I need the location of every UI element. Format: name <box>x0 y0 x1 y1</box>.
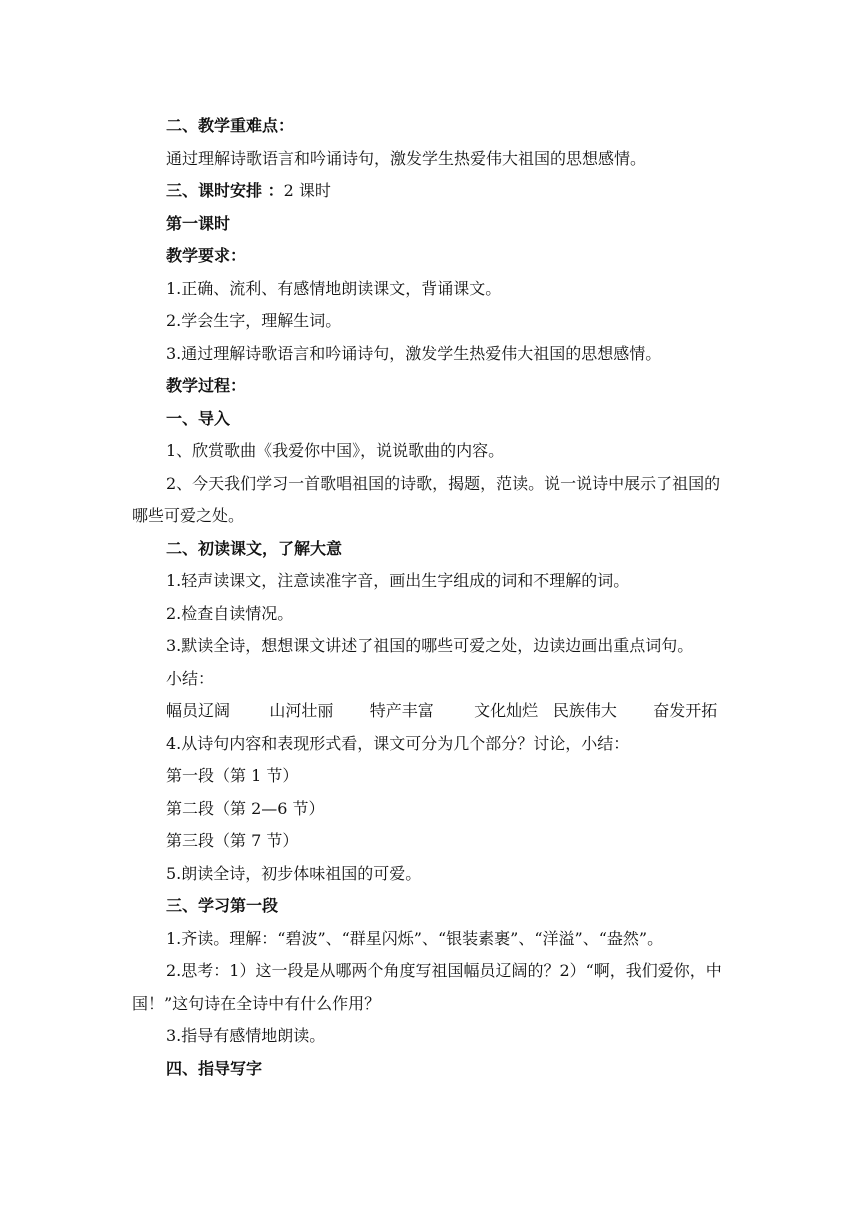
intro-item: 1、欣赏歌曲《我爱你中国》，说说歌曲的内容。 <box>166 441 505 460</box>
intro-item: 2、今天我们学习一首歌唱祖国的诗歌，揭题，范读。说一说诗中展示了祖国的哪些可爱之处。 <box>132 473 721 525</box>
paragraph-difficulty: 通过理解诗歌语言和吟诵诗句，激发学生热爱伟大祖国的思想感情。 <box>166 148 647 168</box>
summary-keyword: 民族伟大 <box>552 701 617 720</box>
summary-keyword: 山河壮丽 <box>269 701 334 720</box>
summary-keyword: 文化灿烂 <box>474 701 539 720</box>
heading-writing: 四、指导写字 <box>166 1058 263 1078</box>
section-1-item: 2.思考：1）这一段是从哪两个角度写祖国幅员辽阔的？2）“啊，我们爱你，中国！”这句诗在全诗中有什么作用？ <box>132 961 722 1013</box>
schedule-line <box>132 175 732 208</box>
summary-label: 小结： <box>166 668 215 688</box>
summary-keyword: 幅员辽阔 <box>166 701 231 720</box>
heading-process: 教学过程： <box>166 376 247 395</box>
requirement-item: 1.正确、流利、有感情地朗读课文，背诵课文。 <box>166 278 502 298</box>
requirement-item: 2.学会生字，理解生词。 <box>166 311 342 330</box>
heading-intro: 一、导入 <box>166 408 231 428</box>
first-reading-item: 4.从诗句内容和表现形式看，课文可分为几个部分？讨论，小结： <box>166 733 630 753</box>
summary-keyword: 奋发开拓 <box>653 701 718 720</box>
document-body <box>132 110 732 1085</box>
first-reading-item: 3.默读全诗，想想课文讲述了祖国的哪些可爱之处，边读边画出重点词句。 <box>166 636 694 655</box>
summary-keyword: 特产丰富 <box>369 701 434 720</box>
summary-keywords <box>132 695 732 728</box>
schedule-value: 2 课时 <box>283 181 331 200</box>
requirement-item: 3.通过理解诗歌语言和吟诵诗句，激发学生热爱伟大祖国的思想感情。 <box>166 343 662 363</box>
first-reading-item: 2.检查自读情况。 <box>166 603 294 623</box>
segment-item: 第三段（第 7 节） <box>166 831 299 850</box>
segment-item: 第一段（第 1 节） <box>166 766 299 785</box>
first-reading-item: 1.轻声读课文，注意读准字音，画出生字组成的词和不理解的词。 <box>166 571 630 590</box>
heading-difficulty: 二、教学重难点： <box>166 116 295 135</box>
heading-lesson-1: 第一课时 <box>166 213 231 233</box>
first-reading-item: 5.朗读全诗，初步体味祖国的可爱。 <box>166 863 422 883</box>
heading-requirements: 教学要求： <box>166 246 247 265</box>
section-1-item: 1.齐读。理解：“碧波”、“群星闪烁”、“银装素裹”、“洋溢”、“盎然”。 <box>166 928 664 948</box>
section-1-item: 3.指导有感情地朗读。 <box>166 1026 326 1045</box>
segment-item: 第二段（第 2—6 节） <box>166 798 325 818</box>
heading-schedule: 三、课时安排 ： <box>166 181 284 200</box>
heading-section-1: 三、学习第一段 <box>166 896 279 915</box>
heading-first-reading: 二、初读课文，了解大意 <box>166 538 343 558</box>
